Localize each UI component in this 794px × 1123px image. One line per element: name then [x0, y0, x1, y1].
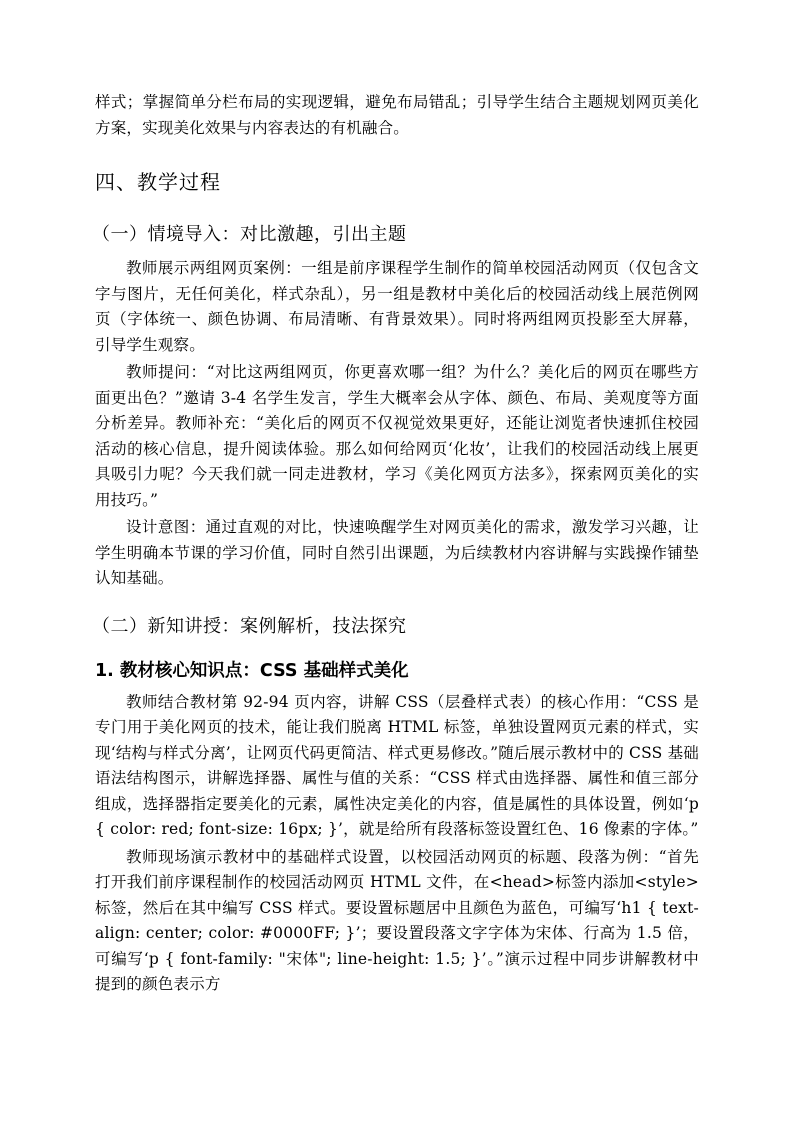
- part-one-heading: （一）情境导入：对比激趣，引出主题: [92, 224, 407, 245]
- section-four-heading: 四、教学过程: [95, 170, 221, 194]
- part-one-paragraph-1: 教师展示两组网页案例：一组是前序课程学生制作的简单校园活动网页（仅包含文字与图片，无任何美化，样式杂乱），另一组是教材中美化后的校园活动线上展范例网页（字体统一、颜色协调、布局清晰、有背景效果）。同时将两组网页投影至大屏幕，引导学生观察。: [95, 259, 699, 354]
- intro-continuation-paragraph: 样式；掌握简单分栏布局的实现逻辑，避免布局错乱；引导学生结合主题规划网页美化方案，实现美化效果与内容表达的有机融合。: [95, 93, 699, 137]
- part-two-heading: （二）新知讲授：案例解析，技法探究: [92, 615, 407, 637]
- sub-one-heading: 1. 教材核心知识点：CSS 基础样式美化: [95, 660, 409, 681]
- sub-one-paragraph-2: 教师现场演示教材中的基础样式设置，以校园活动网页的标题、段落为例：“首先打开我们前序课程制作的校园活动网页 HTML 文件，在<head>标签内添加<style>标签，然后在其中编写 CSS 样式。要设置标题居中且颜色为蓝色，可编写‘h1 { text-align: center; color: #0000FF; }’；要设置段落文字字体为宋体、行高为 1.5 倍，可编写‘p { font-family: "宋体"; line-height: 1.5; }’。”演示过程中同步讲解教材中提到的颜色表示方: [95, 847, 699, 993]
- sub-one-paragraph-1: 教师结合教材第 92-94 页内容，讲解 CSS（层叠样式表）的核心作用：“CSS 是专门用于美化网页的技术，能让我们脱离 HTML 标签，单独设置网页元素的样式，实现‘结构与样式分离’，让网页代码更简洁、样式更易修改。”随后展示教材中的 CSS 基础语法结构图示，讲解选择器、属性与值的关系：“CSS 样式由选择器、属性和值三部分组成，选择器指定要美化的元素，属性决定美化的内容，值是属性的具体设置，例如‘p { color: red; font-size: 16px; }’，就是给所有段落标签设置红色、16 像素的字体。”: [95, 692, 699, 838]
- document-page: [92, 90, 699, 998]
- part-one-paragraph-3: 设计意图：通过直观的对比，快速唤醒学生对网页美化的需求，激发学习兴趣，让学生明确本节课的学习价值，同时自然引出课题，为后续教材内容讲解与实践操作铺垫认知基础。: [95, 518, 699, 587]
- part-one-paragraph-2: 教师提问：“对比这两组网页，你更喜欢哪一组？为什么？美化后的网页在哪些方面更出色？”邀请 3-4 名学生发言，学生大概率会从字体、颜色、布局、美观度等方面分析差异。教师补充：“美化后的网页不仅视觉效果更好，还能让浏览者快速抓住校园活动的核心信息，提升阅读体验。那么如何给网页‘化妆’，让我们的校园活动线上展更具吸引力呢？今天我们就一同走进教材，学习《美化网页方法多》，探索网页美化的实用技巧。”: [95, 363, 699, 509]
